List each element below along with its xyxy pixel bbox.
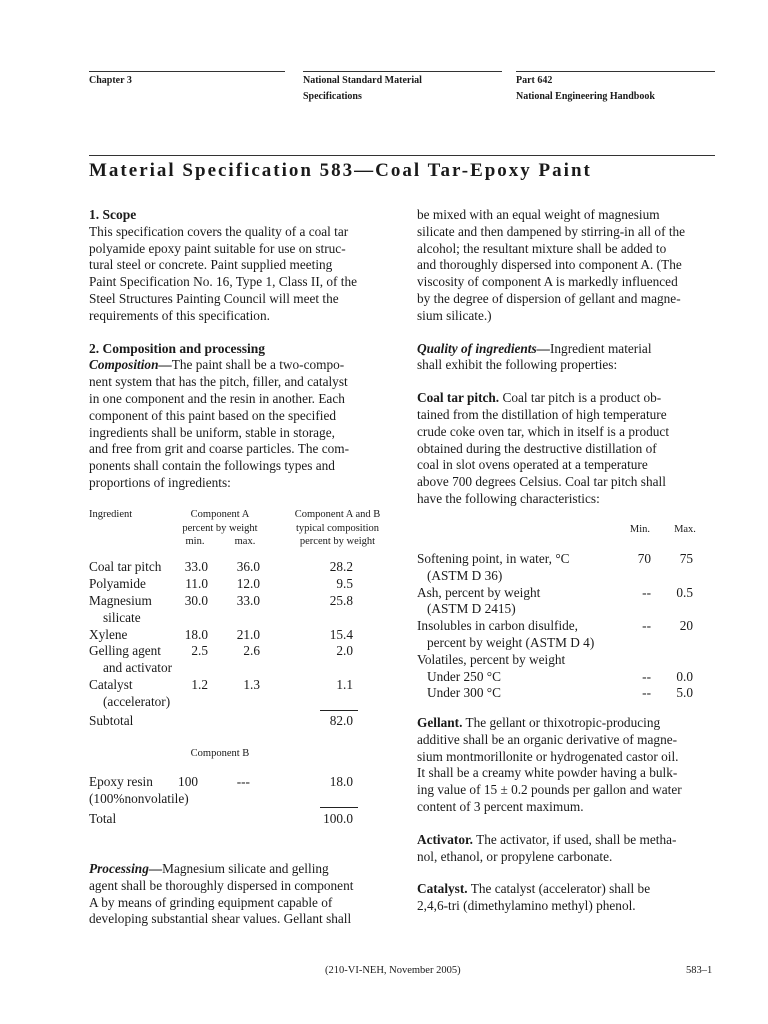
quality-first-text: Ingredient material	[549, 340, 652, 356]
header-right	[516, 73, 655, 105]
catalyst-line: 2,4,6-tri (dimethylamino methyl) phenol.	[417, 898, 636, 914]
continued-line: by the degree of dispersion of gellant and magne-	[417, 290, 681, 306]
continued-line: alcohol; the resultant mixture shall be added to	[417, 240, 667, 256]
props-row	[417, 685, 717, 702]
table-cell-typical: 25.8	[329, 593, 353, 608]
processing-line: A by means of grinding equipment capable of	[89, 894, 333, 910]
props-min: --	[642, 584, 651, 600]
props-label: percent by weight (ASTM D 4)	[417, 634, 595, 650]
pitch-line: above 700 degrees Celsius. Coal tar pitch shall	[417, 474, 666, 490]
gellant-line: content of 3 percent maximum.	[417, 798, 584, 814]
table-cell-name2: (accelerator)	[103, 694, 171, 709]
props-row	[417, 568, 717, 585]
props-row	[417, 618, 717, 635]
table-cell-min: 30.0	[184, 593, 208, 608]
props-row	[417, 635, 717, 652]
table-cell-name: Magnesium	[89, 593, 152, 608]
table-cell-min: 1.2	[191, 677, 208, 692]
props-row	[417, 652, 717, 669]
quality-line: shall exhibit the following properties:	[417, 357, 618, 373]
composition-lead: Composition—	[89, 357, 172, 373]
activator-lead: Activator.	[417, 831, 474, 847]
props-row	[417, 669, 717, 686]
footer-center: (210-VI-NEH, November 2005)	[325, 965, 461, 976]
table-cell-name: Xylene	[89, 627, 128, 642]
table-cell-name2: and activator	[103, 660, 173, 675]
props-row	[417, 601, 717, 618]
table-cell-name: Polyamide	[89, 576, 146, 591]
header-center-line1: National Standard Material	[303, 75, 422, 86]
table-head-compB: Component B	[190, 748, 250, 759]
continued-line: sium silicate.)	[417, 307, 492, 323]
composition-line: proportions of ingredients:	[89, 474, 231, 490]
pitch-line: have the following characteristics:	[417, 490, 600, 506]
scope-line: Paint Specification No. 16, Type 1, Class II, of the	[89, 274, 358, 290]
table-cell-typical: 15.4	[329, 627, 353, 642]
processing-first-text: Magnesium silicate and gelling	[162, 861, 329, 876]
quality-first-line	[417, 341, 717, 358]
composition-line: component of this paint based on the specified	[89, 407, 337, 423]
props-max: 20	[679, 618, 693, 634]
table-cell-min: 33.0	[184, 559, 208, 574]
table-cell-name: Catalyst	[89, 677, 133, 692]
props-label: Under 300 °C	[417, 685, 501, 701]
right-column-top	[417, 207, 717, 508]
table-cell-min: 2.5	[191, 643, 208, 658]
header-rule-left	[89, 71, 285, 72]
table-cell-typical: 18.0	[329, 774, 353, 789]
gellant-line: It shall be a creamy white powder having a bulk-	[417, 765, 678, 781]
props-min: --	[642, 618, 651, 634]
processing-line: developing substantial shear values. Gellant shall	[89, 911, 352, 927]
table-cell-name: Epoxy resin	[89, 774, 153, 789]
props-row	[417, 585, 717, 602]
table-head-min: min.	[185, 536, 205, 547]
header-center-line2: Specifications	[303, 91, 362, 102]
header-rule-center	[303, 71, 502, 72]
props-label: Ash, percent by weight	[417, 584, 541, 600]
table-cell-max: 12.0	[236, 576, 260, 591]
props-min: 70	[637, 551, 651, 566]
header-right-line2: National Engineering Handbook	[516, 91, 655, 102]
composition-line: ponents shall contain the followings types and	[89, 458, 335, 474]
total-label: Total	[89, 811, 117, 826]
right-column-bottom	[417, 715, 717, 915]
scope-line: polyamide epoxy paint suitable for use on struc-	[89, 240, 346, 256]
continued-line: be mixed with an equal weight of magnesium	[417, 207, 660, 222]
processing-first-line	[89, 861, 389, 878]
props-label: Under 250 °C	[417, 668, 501, 684]
composition-line: in one component and the resin in another. Each	[89, 390, 345, 406]
table-cell-min: 11.0	[185, 576, 208, 591]
composition-heading: 2. Composition and processing	[89, 340, 266, 356]
table-head-typical-line1: Component A and B	[294, 509, 381, 520]
composition-first-text: The paint shall be a two-compo-	[171, 357, 345, 373]
processing-lead: Processing—	[89, 861, 163, 876]
header-right-line1: Part 642	[516, 75, 553, 86]
gellant-lead: Gellant.	[417, 715, 463, 730]
gellant-line: ing value of 15 ± 0.2 pounds per gallon and water	[417, 782, 682, 798]
props-min: --	[642, 668, 651, 684]
table-head-typical-line3: percent by weight	[299, 536, 376, 547]
props-table	[417, 551, 717, 702]
composition-first-line	[89, 357, 389, 374]
total-rule	[320, 807, 358, 808]
pitch-first-line	[417, 390, 717, 407]
scope-heading: 1. Scope	[89, 207, 137, 222]
table-cell-max: ---	[236, 774, 250, 789]
table-cell-min: 18.0	[184, 627, 208, 642]
table-cell-typical: 28.2	[329, 559, 353, 574]
table-head-compA-line1: Component A	[190, 509, 250, 520]
table-head-typical-line2: typical composition	[295, 522, 380, 534]
props-max: 75	[679, 551, 693, 566]
props-head-min: Min.	[629, 524, 651, 535]
props-min: --	[642, 685, 651, 701]
subtotal-label: Subtotal	[89, 713, 134, 728]
table-head-compA-line2: percent by weight	[182, 522, 258, 534]
table-head-compA	[170, 508, 270, 535]
total-value: 100.0	[323, 811, 353, 826]
catalyst-first-text: The catalyst (accelerator) shall be	[467, 881, 651, 897]
table-cell-typical: 2.0	[336, 643, 353, 658]
props-label: (ASTM D 2415)	[417, 601, 516, 617]
pitch-first-text: Coal tar pitch is a product ob-	[499, 390, 662, 406]
page-number: 583–1	[686, 965, 713, 976]
table-cell-max: 21.0	[236, 627, 260, 642]
composition-line: and free from grit and coarse particles. The com-	[89, 441, 350, 457]
header-chapter: Chapter 3	[89, 75, 132, 86]
table-cell-min: 100	[178, 774, 198, 789]
props-label: (ASTM D 36)	[417, 567, 503, 583]
props-label: Volatiles, percent by weight	[417, 651, 566, 667]
props-max: 5.0	[676, 685, 693, 701]
continued-line: viscosity of component A is markedly influenced	[417, 274, 678, 290]
header-rule-right	[516, 71, 715, 72]
activator-first-line	[417, 832, 717, 849]
gellant-first-text: The gellant or thixotropic-producing	[462, 715, 661, 730]
table-cell-name: Gelling agent	[89, 643, 162, 658]
catalyst-lead: Catalyst.	[417, 881, 468, 897]
table-cell-typical: 1.1	[336, 677, 353, 692]
header-center	[303, 73, 422, 105]
props-max: 0.5	[676, 584, 693, 600]
props-label: Softening point, in water, °C	[417, 551, 570, 566]
subtotal-rule	[320, 710, 358, 711]
pitch-line: tained from the distillation of high temperature	[417, 406, 667, 422]
activator-line: nol, ethanol, or propylene carbonate.	[417, 848, 613, 864]
continued-line: and thoroughly dispersed into component A. (The	[417, 257, 682, 273]
gellant-first-line	[417, 715, 717, 732]
table-cell-max: 33.0	[236, 593, 260, 608]
table-cell-name2: silicate	[103, 610, 141, 625]
props-label: Insolubles in carbon disulfide,	[417, 618, 579, 634]
activator-first-text: The activator, if used, shall be metha-	[473, 831, 677, 847]
left-column-top	[89, 207, 389, 492]
table-cell-name2: (100%nonvolatile)	[89, 791, 189, 806]
composition-line: nent system that has the pitch, filler, and catalyst	[89, 374, 348, 390]
pitch-line: obtained during the destructive distillation of	[417, 440, 657, 456]
pitch-line: crude coke oven tar, which in itself is a product	[417, 423, 670, 439]
props-row	[417, 551, 717, 568]
scope-line: requirements of this specification.	[89, 307, 270, 323]
catalyst-first-line	[417, 881, 717, 898]
props-head-max: Max.	[674, 524, 696, 535]
continued-line: silicate and then dampened by stirring-in all of the	[417, 223, 686, 239]
table-head-ingredient: Ingredient	[89, 509, 133, 520]
left-column-bottom	[89, 861, 389, 928]
scope-line: tural steel or concrete. Paint supplied meeting	[89, 257, 333, 273]
gellant-line: additive shall be an organic derivative of magne-	[417, 731, 678, 747]
table-cell-max: 2.6	[243, 643, 260, 658]
scope-line: This specification covers the quality of a coal tar	[89, 223, 349, 239]
scope-line: Steel Structures Painting Council will meet the	[89, 290, 339, 306]
gellant-line: sium montmorillonite or hydrogenated castor oil.	[417, 748, 679, 764]
table-head-typical	[280, 508, 395, 549]
table-head-max: max.	[234, 536, 256, 547]
table-cell-max: 1.3	[243, 677, 260, 692]
title-rule	[89, 155, 715, 156]
table-cell-name: Coal tar pitch	[89, 559, 162, 574]
subtotal-value: 82.0	[329, 713, 353, 728]
page-title: Material Specification 583—Coal Tar-Epoxy Paint	[89, 160, 592, 181]
pitch-lead: Coal tar pitch.	[417, 390, 500, 406]
pitch-line: coal in slot ovens operated at a temperature	[417, 457, 648, 473]
table-cell-max: 36.0	[236, 559, 260, 574]
props-max: 0.0	[676, 668, 693, 684]
processing-line: agent shall be thoroughly dispersed in component	[89, 877, 354, 893]
quality-lead: Quality of ingredients—	[417, 340, 550, 356]
composition-line: ingredients shall be uniform, stable in storage,	[89, 424, 335, 440]
table-cell-typical: 9.5	[336, 576, 353, 591]
